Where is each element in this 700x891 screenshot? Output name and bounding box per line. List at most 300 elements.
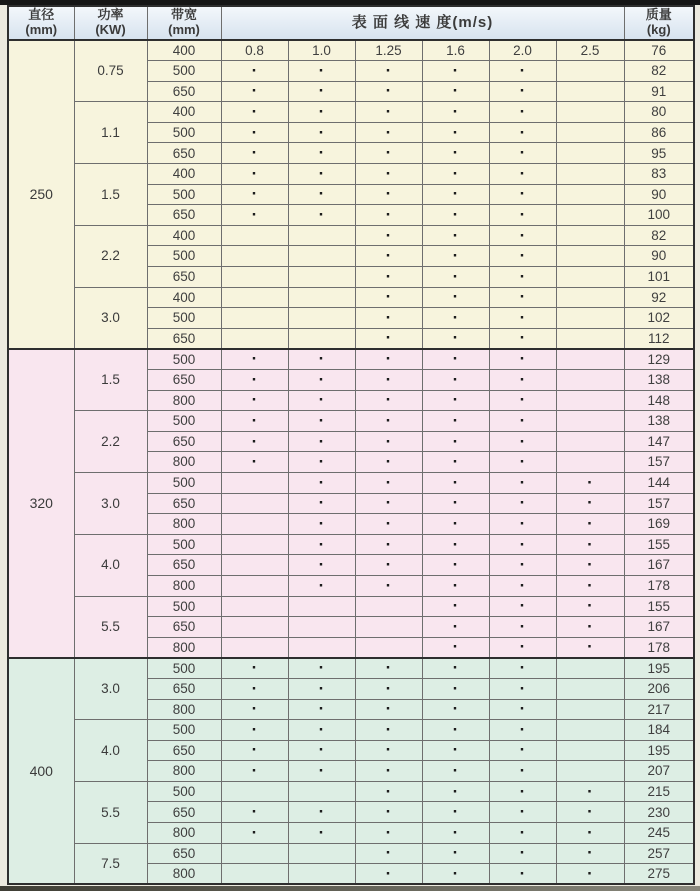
empty-cell — [556, 225, 624, 246]
availability-dot-cell: · — [355, 555, 422, 576]
mass-cell: 82 — [624, 61, 694, 82]
availability-dot-cell: · — [422, 555, 489, 576]
availability-dot-cell: · — [422, 740, 489, 761]
availability-dot-cell: · — [355, 267, 422, 288]
table-row — [8, 349, 694, 370]
availability-dot-cell: · — [489, 740, 556, 761]
availability-dot-cell: · — [489, 493, 556, 514]
empty-cell — [221, 843, 288, 864]
availability-dot-cell: · — [489, 843, 556, 864]
table-row — [8, 781, 694, 802]
availability-dot-cell: · — [422, 617, 489, 638]
availability-dot-cell: · — [422, 452, 489, 473]
availability-dot-cell: · — [489, 781, 556, 802]
availability-dot-cell: · — [221, 390, 288, 411]
table-row — [8, 164, 694, 185]
empty-cell — [556, 164, 624, 185]
belt-width-cell: 500 — [147, 472, 221, 493]
table-row — [8, 411, 694, 432]
availability-dot-cell: · — [489, 184, 556, 205]
availability-dot-cell: · — [221, 349, 288, 370]
mass-cell: 195 — [624, 740, 694, 761]
availability-dot-cell: · — [489, 823, 556, 844]
power-cell: 4.0 — [74, 534, 147, 596]
availability-dot-cell: · — [422, 802, 489, 823]
availability-dot-cell: · — [355, 431, 422, 452]
availability-dot-cell: · — [489, 143, 556, 164]
belt-width-cell: 650 — [147, 143, 221, 164]
empty-cell — [556, 390, 624, 411]
power-cell: 1.5 — [74, 164, 147, 226]
mass-cell: 157 — [624, 452, 694, 473]
empty-cell — [556, 740, 624, 761]
empty-cell — [556, 328, 624, 349]
availability-dot-cell: · — [355, 575, 422, 596]
empty-cell — [556, 143, 624, 164]
mass-cell: 167 — [624, 555, 694, 576]
availability-dot-cell: · — [355, 246, 422, 267]
mass-cell: 138 — [624, 370, 694, 391]
spec-table — [7, 5, 695, 885]
availability-dot-cell: · — [489, 472, 556, 493]
mass-cell: 86 — [624, 122, 694, 143]
mass-cell: 80 — [624, 102, 694, 123]
belt-width-cell: 500 — [147, 658, 221, 679]
empty-cell — [288, 617, 355, 638]
empty-cell — [288, 864, 355, 885]
table-row — [8, 287, 694, 308]
power-cell: 3.0 — [74, 472, 147, 534]
availability-dot-cell: · — [489, 431, 556, 452]
availability-dot-cell: · — [489, 370, 556, 391]
empty-cell — [221, 555, 288, 576]
belt-width-cell: 500 — [147, 720, 221, 741]
availability-dot-cell: · — [288, 184, 355, 205]
empty-cell — [556, 699, 624, 720]
availability-dot-cell: · — [221, 823, 288, 844]
availability-dot-cell: · — [556, 493, 624, 514]
availability-dot-cell: · — [288, 699, 355, 720]
availability-dot-cell: · — [489, 246, 556, 267]
belt-width-cell: 500 — [147, 596, 221, 617]
availability-dot-cell: · — [221, 164, 288, 185]
empty-cell — [556, 81, 624, 102]
belt-width-cell: 650 — [147, 431, 221, 452]
mass-cell: 184 — [624, 720, 694, 741]
availability-dot-cell: · — [355, 411, 422, 432]
availability-dot-cell: · — [422, 246, 489, 267]
availability-dot-cell: · — [221, 720, 288, 741]
availability-dot-cell: · — [422, 81, 489, 102]
table-row — [8, 472, 694, 493]
availability-dot-cell: · — [556, 596, 624, 617]
availability-dot-cell: · — [489, 534, 556, 555]
availability-dot-cell: · — [355, 761, 422, 782]
power-header-label: 功率 — [97, 7, 124, 23]
empty-cell — [355, 596, 422, 617]
availability-dot-cell: · — [288, 205, 355, 226]
availability-dot-cell: · — [355, 349, 422, 370]
empty-cell — [221, 575, 288, 596]
empty-cell — [288, 246, 355, 267]
empty-cell — [221, 596, 288, 617]
empty-cell — [221, 246, 288, 267]
availability-dot-cell: · — [288, 143, 355, 164]
availability-dot-cell: · — [288, 349, 355, 370]
mass-cell: 129 — [624, 349, 694, 370]
table-row — [8, 534, 694, 555]
availability-dot-cell: · — [355, 61, 422, 82]
mass-cell: 217 — [624, 699, 694, 720]
availability-dot-cell: · — [422, 781, 489, 802]
power-cell: 1.5 — [74, 349, 147, 411]
availability-dot-cell: · — [422, 287, 489, 308]
power-cell: 7.5 — [74, 843, 147, 884]
availability-dot-cell: · — [422, 864, 489, 885]
empty-cell — [556, 287, 624, 308]
power-cell: 2.2 — [74, 411, 147, 473]
surface-speed-header-cell: 表 面 线 速 度(m/s) — [221, 6, 624, 40]
availability-dot-cell: · — [489, 267, 556, 288]
availability-dot-cell: · — [489, 328, 556, 349]
speed-value-cell: 2.5 — [556, 40, 624, 61]
belt-width-header-label: 带宽 — [170, 7, 197, 23]
availability-dot-cell: · — [489, 308, 556, 329]
belt-width-cell: 500 — [147, 308, 221, 329]
availability-dot-cell: · — [221, 102, 288, 123]
availability-dot-cell: · — [489, 678, 556, 699]
empty-cell — [221, 514, 288, 535]
availability-dot-cell: · — [489, 205, 556, 226]
belt-width-cell: 500 — [147, 349, 221, 370]
mass-cell: 90 — [624, 246, 694, 267]
availability-dot-cell: · — [355, 164, 422, 185]
availability-dot-cell: · — [288, 164, 355, 185]
diameter-cell: 320 — [8, 349, 74, 658]
mass-cell: 157 — [624, 493, 694, 514]
availability-dot-cell: · — [422, 122, 489, 143]
availability-dot-cell: · — [556, 637, 624, 658]
empty-cell — [556, 349, 624, 370]
availability-dot-cell: · — [556, 617, 624, 638]
availability-dot-cell: · — [355, 81, 422, 102]
availability-dot-cell: · — [422, 431, 489, 452]
availability-dot-cell: · — [489, 596, 556, 617]
mass-cell: 95 — [624, 143, 694, 164]
belt-width-cell: 650 — [147, 843, 221, 864]
availability-dot-cell: · — [489, 287, 556, 308]
mass-cell: 215 — [624, 781, 694, 802]
empty-cell — [288, 287, 355, 308]
availability-dot-cell: · — [422, 411, 489, 432]
availability-dot-cell: · — [422, 534, 489, 555]
availability-dot-cell: · — [355, 328, 422, 349]
mass-cell: 102 — [624, 308, 694, 329]
power-cell: 5.5 — [74, 781, 147, 843]
empty-cell — [288, 781, 355, 802]
availability-dot-cell: · — [556, 823, 624, 844]
availability-dot-cell: · — [422, 637, 489, 658]
availability-dot-cell: · — [221, 452, 288, 473]
empty-cell — [221, 267, 288, 288]
mass-cell: 207 — [624, 761, 694, 782]
availability-dot-cell: · — [288, 658, 355, 679]
mass-header-label: 质量 — [645, 7, 672, 23]
availability-dot-cell: · — [355, 184, 422, 205]
availability-dot-cell: · — [489, 61, 556, 82]
availability-dot-cell: · — [355, 493, 422, 514]
table-row — [8, 40, 694, 61]
availability-dot-cell: · — [422, 205, 489, 226]
table-row — [8, 102, 694, 123]
availability-dot-cell: · — [221, 184, 288, 205]
availability-dot-cell: · — [489, 81, 556, 102]
empty-cell — [221, 225, 288, 246]
empty-cell — [288, 843, 355, 864]
belt-width-cell: 400 — [147, 40, 221, 61]
empty-cell — [221, 617, 288, 638]
availability-dot-cell: · — [355, 699, 422, 720]
availability-dot-cell: · — [355, 287, 422, 308]
availability-dot-cell: · — [422, 699, 489, 720]
mass-cell: 90 — [624, 184, 694, 205]
availability-dot-cell: · — [556, 781, 624, 802]
mass-cell: 101 — [624, 267, 694, 288]
table-row — [8, 843, 694, 864]
power-cell: 3.0 — [74, 287, 147, 349]
availability-dot-cell: · — [221, 802, 288, 823]
empty-cell — [556, 761, 624, 782]
availability-dot-cell: · — [489, 658, 556, 679]
availability-dot-cell: · — [288, 390, 355, 411]
header-row — [8, 6, 694, 40]
availability-dot-cell: · — [355, 102, 422, 123]
table-row — [8, 596, 694, 617]
availability-dot-cell: · — [355, 472, 422, 493]
availability-dot-cell: · — [422, 678, 489, 699]
diameter-header-cell — [8, 6, 74, 40]
availability-dot-cell: · — [422, 308, 489, 329]
empty-cell — [556, 411, 624, 432]
availability-dot-cell: · — [221, 205, 288, 226]
availability-dot-cell: · — [422, 720, 489, 741]
belt-width-cell: 800 — [147, 637, 221, 658]
availability-dot-cell: · — [288, 720, 355, 741]
belt-width-cell: 800 — [147, 514, 221, 535]
empty-cell — [288, 267, 355, 288]
diameter-header-label: 直径 — [28, 7, 55, 23]
availability-dot-cell: · — [422, 823, 489, 844]
availability-dot-cell: · — [422, 514, 489, 535]
availability-dot-cell: · — [422, 370, 489, 391]
availability-dot-cell: · — [489, 637, 556, 658]
availability-dot-cell: · — [556, 843, 624, 864]
empty-cell — [556, 678, 624, 699]
mass-cell: 144 — [624, 472, 694, 493]
availability-dot-cell: · — [221, 761, 288, 782]
availability-dot-cell: · — [556, 555, 624, 576]
belt-width-cell: 800 — [147, 575, 221, 596]
empty-cell — [556, 452, 624, 473]
availability-dot-cell: · — [556, 802, 624, 823]
speed-value-cell: 1.0 — [288, 40, 355, 61]
empty-cell — [288, 328, 355, 349]
mass-header-unit: (kg) — [646, 22, 671, 37]
power-cell: 3.0 — [74, 658, 147, 720]
mass-cell: 206 — [624, 678, 694, 699]
empty-cell — [556, 308, 624, 329]
empty-cell — [556, 720, 624, 741]
belt-width-cell: 650 — [147, 370, 221, 391]
empty-cell — [556, 184, 624, 205]
belt-width-cell: 500 — [147, 534, 221, 555]
bottom-border-bar — [0, 886, 700, 891]
diameter-header-unit: (mm) — [25, 22, 58, 37]
availability-dot-cell: · — [489, 720, 556, 741]
empty-cell — [556, 370, 624, 391]
mass-cell: 83 — [624, 164, 694, 185]
availability-dot-cell: · — [221, 678, 288, 699]
empty-cell — [556, 102, 624, 123]
availability-dot-cell: · — [489, 225, 556, 246]
belt-width-cell: 650 — [147, 267, 221, 288]
belt-width-cell: 650 — [147, 617, 221, 638]
belt-width-cell: 800 — [147, 761, 221, 782]
mass-header-cell — [624, 6, 694, 40]
availability-dot-cell: · — [489, 452, 556, 473]
empty-cell — [556, 658, 624, 679]
availability-dot-cell: · — [288, 514, 355, 535]
empty-cell — [556, 205, 624, 226]
availability-dot-cell: · — [288, 534, 355, 555]
availability-dot-cell: · — [556, 534, 624, 555]
availability-dot-cell: · — [288, 493, 355, 514]
mass-cell: 155 — [624, 534, 694, 555]
availability-dot-cell: · — [355, 823, 422, 844]
belt-width-cell: 400 — [147, 102, 221, 123]
speed-value-cell: 2.0 — [489, 40, 556, 61]
table-row — [8, 720, 694, 741]
availability-dot-cell: · — [288, 823, 355, 844]
availability-dot-cell: · — [221, 740, 288, 761]
diameter-cell: 400 — [8, 658, 74, 885]
mass-cell: 148 — [624, 390, 694, 411]
availability-dot-cell: · — [288, 761, 355, 782]
availability-dot-cell: · — [288, 678, 355, 699]
availability-dot-cell: · — [221, 699, 288, 720]
availability-dot-cell: · — [422, 184, 489, 205]
empty-cell — [221, 472, 288, 493]
mass-cell: 76 — [624, 40, 694, 61]
availability-dot-cell: · — [221, 122, 288, 143]
empty-cell — [556, 431, 624, 452]
power-cell: 4.0 — [74, 720, 147, 782]
availability-dot-cell: · — [489, 575, 556, 596]
availability-dot-cell: · — [422, 328, 489, 349]
availability-dot-cell: · — [489, 555, 556, 576]
empty-cell — [221, 308, 288, 329]
availability-dot-cell: · — [288, 740, 355, 761]
availability-dot-cell: · — [221, 81, 288, 102]
availability-dot-cell: · — [556, 472, 624, 493]
empty-cell — [221, 534, 288, 555]
belt-width-cell: 650 — [147, 740, 221, 761]
belt-width-cell: 400 — [147, 287, 221, 308]
empty-cell — [556, 61, 624, 82]
mass-cell: 155 — [624, 596, 694, 617]
mass-cell: 169 — [624, 514, 694, 535]
availability-dot-cell: · — [288, 575, 355, 596]
availability-dot-cell: · — [355, 781, 422, 802]
speed-value-cell: 1.6 — [422, 40, 489, 61]
availability-dot-cell: · — [355, 843, 422, 864]
mass-cell: 138 — [624, 411, 694, 432]
belt-width-cell: 650 — [147, 802, 221, 823]
availability-dot-cell: · — [422, 143, 489, 164]
belt-width-cell: 800 — [147, 864, 221, 885]
availability-dot-cell: · — [221, 431, 288, 452]
mass-cell: 147 — [624, 431, 694, 452]
availability-dot-cell: · — [355, 720, 422, 741]
belt-width-cell: 500 — [147, 781, 221, 802]
availability-dot-cell: · — [355, 658, 422, 679]
belt-width-cell: 650 — [147, 205, 221, 226]
availability-dot-cell: · — [422, 658, 489, 679]
availability-dot-cell: · — [355, 534, 422, 555]
availability-dot-cell: · — [422, 472, 489, 493]
empty-cell — [221, 328, 288, 349]
availability-dot-cell: · — [288, 555, 355, 576]
availability-dot-cell: · — [489, 864, 556, 885]
availability-dot-cell: · — [489, 390, 556, 411]
availability-dot-cell: · — [288, 61, 355, 82]
availability-dot-cell: · — [288, 431, 355, 452]
belt-width-cell: 650 — [147, 493, 221, 514]
availability-dot-cell: · — [221, 370, 288, 391]
availability-dot-cell: · — [221, 658, 288, 679]
mass-cell: 92 — [624, 287, 694, 308]
availability-dot-cell: · — [288, 472, 355, 493]
availability-dot-cell: · — [355, 678, 422, 699]
mass-cell: 178 — [624, 575, 694, 596]
availability-dot-cell: · — [489, 617, 556, 638]
availability-dot-cell: · — [355, 802, 422, 823]
availability-dot-cell: · — [422, 493, 489, 514]
belt-width-cell: 800 — [147, 452, 221, 473]
belt-width-cell: 500 — [147, 411, 221, 432]
availability-dot-cell: · — [355, 308, 422, 329]
availability-dot-cell: · — [489, 349, 556, 370]
belt-width-cell: 500 — [147, 61, 221, 82]
availability-dot-cell: · — [422, 596, 489, 617]
belt-width-cell: 800 — [147, 699, 221, 720]
empty-cell — [355, 637, 422, 658]
mass-cell: 178 — [624, 637, 694, 658]
belt-width-cell: 650 — [147, 328, 221, 349]
mass-cell: 82 — [624, 225, 694, 246]
availability-dot-cell: · — [355, 205, 422, 226]
availability-dot-cell: · — [355, 452, 422, 473]
mass-cell: 245 — [624, 823, 694, 844]
availability-dot-cell: · — [221, 61, 288, 82]
diameter-cell: 250 — [8, 40, 74, 349]
availability-dot-cell: · — [221, 411, 288, 432]
belt-width-cell: 500 — [147, 122, 221, 143]
table-header — [8, 6, 694, 40]
empty-cell — [221, 781, 288, 802]
belt-width-cell: 800 — [147, 823, 221, 844]
availability-dot-cell: · — [556, 864, 624, 885]
